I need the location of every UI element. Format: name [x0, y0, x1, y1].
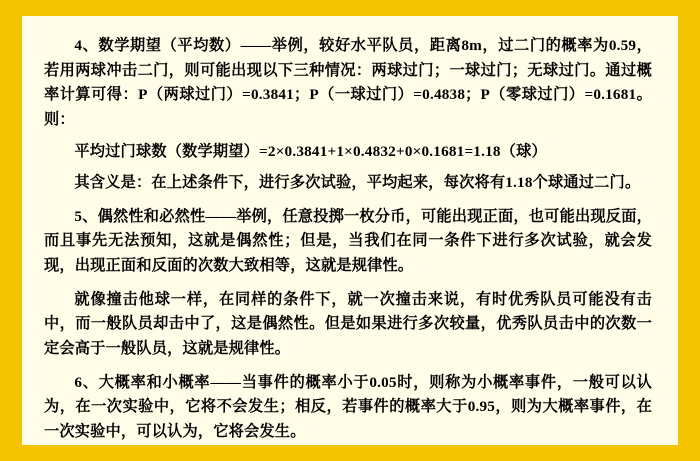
paragraph-expectation-formula: 平均过门球数（数学期望）=2×0.3841+1×0.4832+0×0.1681=1.18（球）	[74, 142, 547, 160]
paragraph-croquet-example: 就像撞击他球一样，在同样的条件下，就一次撞击来说，有时优秀队员可能没有击中，而一般队员却击中了，这是偶然性。但是如果进行多次较量，优秀队员击中的次数一定会高于一般队员，这就是规律性。	[44, 290, 652, 357]
document-sheet	[22, 16, 678, 445]
paragraph-spacer	[44, 279, 652, 288]
paragraph-item-4-expectation: 4、数学期望（平均数）——举例，较好水平队员，距离8m，过二门的概率为0.59，若用两球冲击二门，则可能出现以下三种情况：两球过门；一球过门；无球过门。通过概率计算可得：P（两球过门）=0.3841；P（一球过门）=0.4838；P（零球过门）=0.1681。则：	[44, 37, 652, 128]
paragraph-spacer	[44, 362, 652, 371]
paragraph-spacer	[44, 133, 652, 140]
paragraph-expectation-meaning: 其含义是：在上述条件下，进行多次试验，平均起来，每次将有1.18个球通过二门。	[74, 174, 641, 192]
paragraph-item-6-probability: 6、大概率和小概率——当事件的概率小于0.05时，则称为小概率事件，一般可以认为，在一次实验中，它将不会发生；相反，若事件的概率大于0.95，则为大概率事件，在一次实验中，可以认为，它将会发生。	[44, 373, 652, 440]
paragraph-spacer	[44, 164, 652, 171]
paragraph-spacer	[44, 196, 652, 205]
paragraph-item-5-chance: 5、偶然性和必然性——举例，任意投掷一枚分币，可能出现正面，也可能出现反面，而且事先无法预知，这就是偶然性；但是，当我们在同一条件下进行多次试验，就会发现，出现正面和反面的次数大致相等，这就是规律性。	[44, 207, 652, 274]
